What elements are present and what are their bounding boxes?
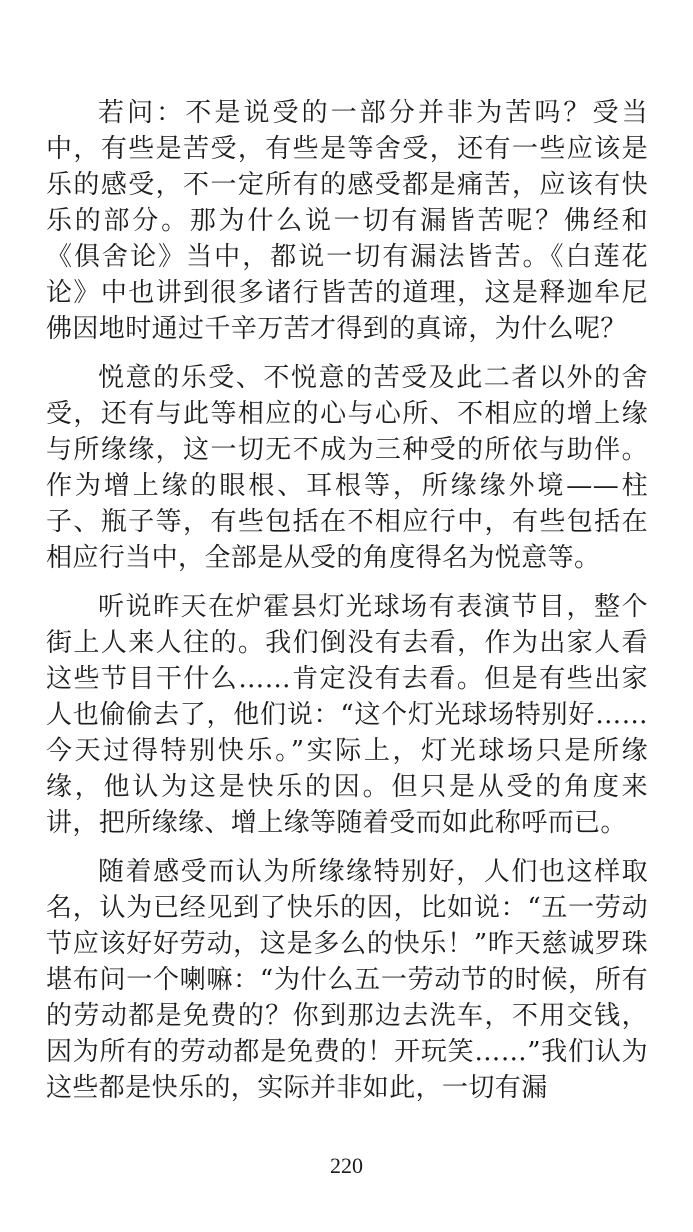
page-number: 220 xyxy=(330,1153,363,1178)
paragraph-2: 悦意的乐受、不悦意的苦受及此二者以外的舍受，还有与此等相应的心与心所、不相应的增上缘与所缘缘，这一切无不成为三种受的所依与助伴。作为增上缘的眼根、耳根等，所缘缘外境——柱子、瓶子等，有些包括在不相应行中，有些包括在相应行当中，全部是从受的角度得名为悦意等。 xyxy=(46,363,648,573)
paragraph-3: 听说昨天在炉霍县灯光球场有表演节目，整个街上人来人往的。我们倒没有去看，作为出家人看这些节目干什么……肯定没有去看。但是有些出家人也偷偷去了，他们说：“这个灯光球场特别好……今天过得特别快乐。”实际上，灯光球场只是所缘缘，他认为这是快乐的因。但只是从受的角度来讲，把所缘缘、增上缘等随着受而如此称呼而已。 xyxy=(46,592,648,838)
paragraph-4: 随着感受而认为所缘缘特别好，人们也这样取名，认为已经见到了快乐的因，比如说：“五一劳动节应该好好劳动，这是多么的快乐！”昨天慈诚罗珠堪布问一个喇嘛：“为什么五一劳动节的时候，所有的劳动都是免费的？你到那边去洗车，不用交钱，因为所有的劳动都是免费的！开玩笑……”我们认为这些都是快乐的，实际并非如此，一切有漏 xyxy=(46,857,648,1103)
paragraph-1: 若问：不是说受的一部分并非为苦吗？受当中，有些是苦受，有些是等舍受，还有一些应该是乐的感受，不一定所有的感受都是痛苦，应该有快乐的部分。那为什么说一切有漏皆苦呢？佛经和《俱舍论》当中，都说一切有漏法皆苦。《白莲花论》中也讲到很多诸行皆苦的道理，这是释迦牟尼佛因地时通过千辛万苦才得到的真谛，为什么呢？ xyxy=(46,98,648,344)
body-text xyxy=(46,95,648,1119)
